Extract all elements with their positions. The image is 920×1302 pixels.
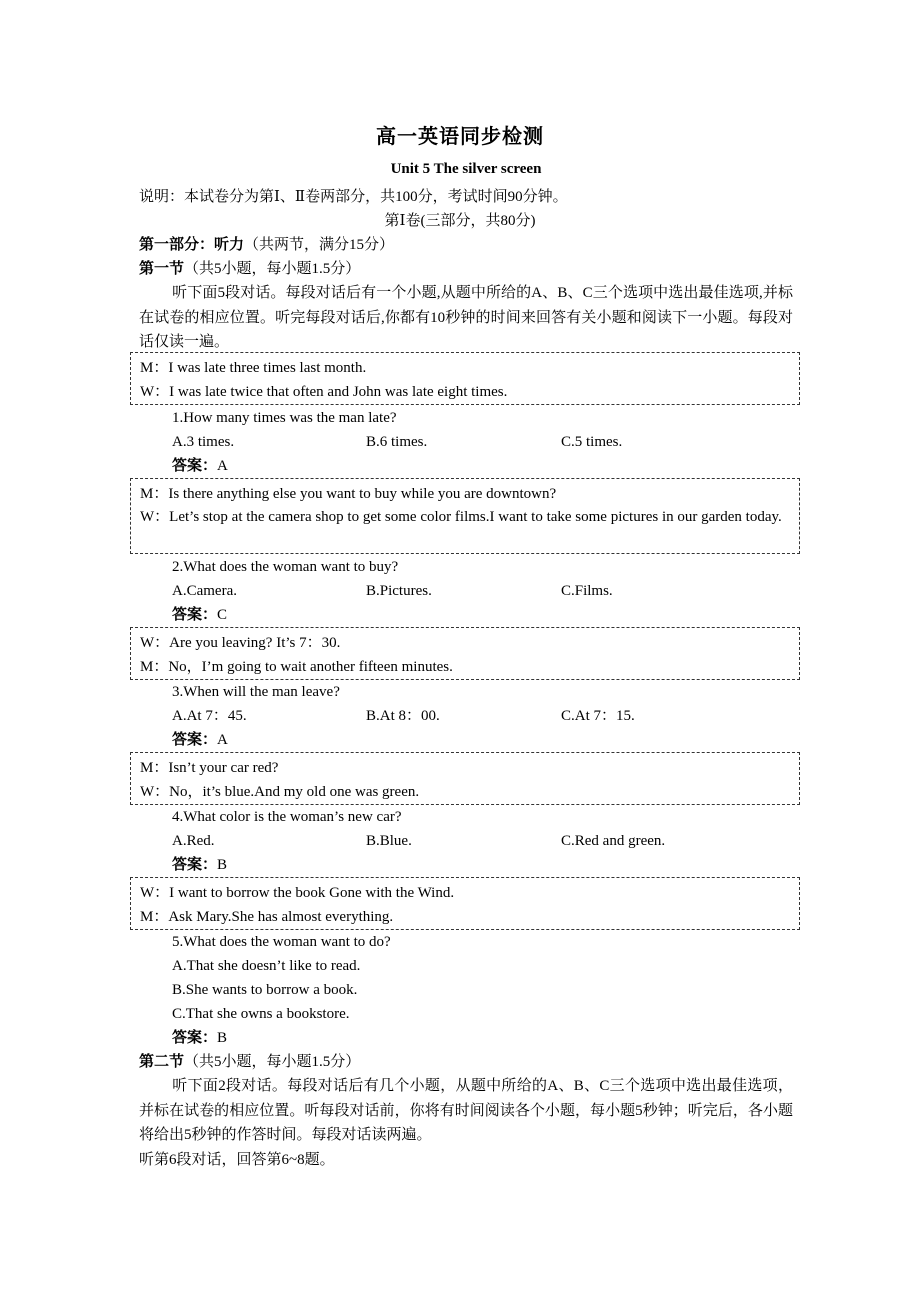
document-title: 高一英语同步检测 bbox=[376, 126, 544, 148]
option-1b: B.6 times. bbox=[366, 434, 428, 450]
dialogue-box-1 bbox=[130, 352, 800, 405]
volume-heading: 第Ⅰ卷(三部分，共80分) bbox=[384, 213, 536, 229]
question-2: 2.What does the woman want to buy? bbox=[172, 559, 399, 575]
answer-1: 答案：A bbox=[172, 458, 228, 474]
option-5c: C.That she owns a bookstore. bbox=[172, 1006, 350, 1022]
option-5a: A.That she doesn’t like to read. bbox=[172, 958, 361, 974]
document-subtitle: Unit 5 The silver screen bbox=[390, 161, 542, 177]
question-3: 3.When will the man leave? bbox=[172, 684, 340, 700]
section2-heading-label: 第二节 bbox=[139, 1054, 185, 1070]
question-5: 5.What does the woman want to do? bbox=[172, 934, 391, 950]
answer-2: 答案：C bbox=[172, 607, 228, 623]
dialogue-line: W：I want to borrow the book Gone with the Wind. bbox=[140, 885, 455, 901]
answer-5: 答案：B bbox=[172, 1030, 228, 1046]
dialogue-line: W：I was late twice that often and John was late eight times. bbox=[140, 384, 508, 400]
dialogue-box-3 bbox=[130, 627, 800, 680]
dialogue-line: W：No，it’s blue.And my old one was green. bbox=[140, 784, 420, 800]
dialogue-6-prompt: 听第6段对话，回答第6~8题。 bbox=[139, 1152, 335, 1168]
section2-directions: 听下面2段对话。每段对话后有几个小题，从题中所给的A、B、C三个选项中选出最佳选项，并标在试卷的相应位置。听每段对话前，你将有时间阅读各个小题，每小题5秒钟；听完后，各小题将给出5秒钟的作答时间。每段对话读两遍。 bbox=[139, 1078, 793, 1143]
option-2a: A.Camera. bbox=[172, 583, 237, 599]
option-4b: B.Blue. bbox=[366, 833, 412, 849]
option-2b: B.Pictures. bbox=[366, 583, 432, 599]
answer-4: 答案：B bbox=[172, 857, 228, 873]
option-5b: B.She wants to borrow a book. bbox=[172, 982, 358, 998]
option-1a: A.3 times. bbox=[172, 434, 235, 450]
section1-heading bbox=[139, 259, 360, 279]
option-4c: C.Red and green. bbox=[561, 833, 666, 849]
dialogue-line: M：Ask Mary.She has almost everything. bbox=[140, 909, 394, 925]
section2-heading bbox=[139, 1052, 360, 1072]
option-3a: A.At 7：45. bbox=[172, 708, 247, 724]
option-4a: A.Red. bbox=[172, 833, 215, 849]
part1-heading-detail: （共两节，满分15分） bbox=[244, 237, 395, 253]
option-3c: C.At 7：15. bbox=[561, 708, 635, 724]
dialogue-line: M：Isn’t your car red? bbox=[140, 760, 279, 776]
dialogue-box-5 bbox=[130, 877, 800, 930]
answer-3: 答案：A bbox=[172, 732, 228, 748]
part1-heading bbox=[139, 235, 394, 255]
part1-heading-label: 第一部分：听力 bbox=[139, 237, 245, 253]
question-4: 4.What color is the woman’s new car? bbox=[172, 809, 402, 825]
exam-instructions: 说明：本试卷分为第Ⅰ、Ⅱ卷两部分，共100分，考试时间90分钟。 bbox=[139, 189, 568, 205]
dialogue-line: M：Is there anything else you want to buy while you are downtown? bbox=[140, 486, 557, 502]
section1-directions: 听下面5段对话。每段对话后有一个小题,从题中所给的A、B、C三个选项中选出最佳选项,并标在试卷的相应位置。听完每段对话后,你都有10秒钟的时间来回答有关小题和阅读下一小题。每段对话仅读一遍。 bbox=[139, 285, 793, 350]
option-2c: C.Films. bbox=[561, 583, 613, 599]
section2-heading-detail: （共5小题，每小题1.5分） bbox=[184, 1054, 361, 1070]
option-1c: C.5 times. bbox=[561, 434, 623, 450]
dialogue-box-2 bbox=[130, 478, 800, 554]
section1-heading-detail: （共5小题，每小题1.5分） bbox=[184, 261, 361, 277]
dialogue-line: M：No，I’m going to wait another fifteen minutes. bbox=[140, 659, 453, 675]
option-3b: B.At 8：00. bbox=[366, 708, 440, 724]
dialogue-line: M：I was late three times last month. bbox=[140, 360, 367, 376]
dialogue-box-4 bbox=[130, 752, 800, 805]
question-1: 1.How many times was the man late? bbox=[172, 410, 397, 426]
dialogue-line: W：Are you leaving? It’s 7：30. bbox=[140, 635, 341, 651]
section1-heading-label: 第一节 bbox=[139, 261, 185, 277]
dialogue-line: W：Let’s stop at the camera shop to get some color films.I want to take some pictures in our garden today. bbox=[140, 509, 782, 525]
